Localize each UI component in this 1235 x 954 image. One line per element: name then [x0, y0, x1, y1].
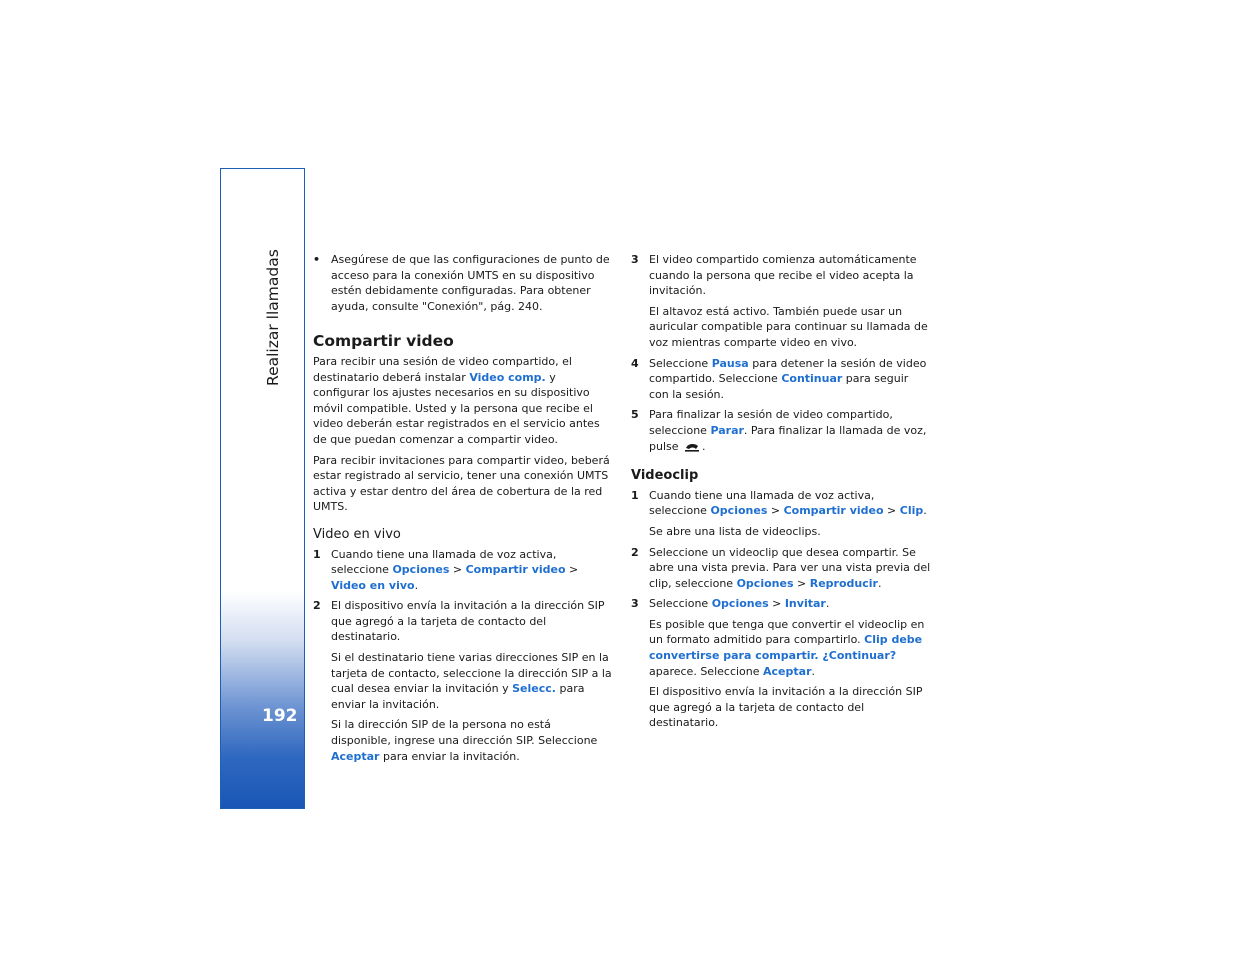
menu-term: Parar: [710, 423, 744, 437]
step-number: 1: [313, 547, 321, 561]
registration-paragraph: Para recibir invitaciones para compartir video, beberá estar registrado al servicio, tener una conexión UMTS activa y estar dentro del área de cobertura de la red UMTS.: [313, 453, 610, 514]
end-call-key-icon: [684, 440, 700, 457]
step-number: 2: [631, 545, 639, 559]
step-item: [631, 252, 931, 351]
step-text: Si la dirección SIP de la persona no está disponible, ingrese una dirección SIP. Seleccione Aceptar para enviar la invitación.: [331, 718, 598, 763]
intro-paragraph: Para recibir una sesión de video compartido, el destinatario deberá instalar Video comp. y configurar los ajustes necesarios en su dispositivo móvil compatible. Usted y la persona que recibe el video deberán estar registrados en el servicio antes de que puedan comenzar a compartir video.: [313, 354, 600, 446]
step-text: El dispositivo envía la invitación a la dirección SIP que agregó a la tarjeta de contacto del destinatario.: [649, 685, 923, 730]
menu-term: Reproducir: [809, 576, 878, 590]
menu-term: Video en vivo: [331, 578, 415, 592]
menu-term: Clip: [899, 504, 924, 518]
step-item: [631, 407, 931, 456]
step-text: El dispositivo envía la invitación a la dirección SIP que agregó a la tarjeta de contacto del destinatario.: [331, 599, 605, 644]
step-text: Seleccione Opciones > Invitar.: [649, 597, 830, 611]
step-item: [631, 545, 931, 592]
step-text: Es posible que tenga que convertir el videoclip en un formato admitido para compartirlo. Clip debe convertirse para compartir. ¿Continuar? aparece. Seleccione Aceptar.: [649, 617, 925, 678]
step-text: Para finalizar la sesión de video compartido, seleccione Parar. Para finalizar la llamada de voz, pulse .: [649, 407, 931, 456]
step-text: Seleccione Pausa para detener la sesión de video compartido. Seleccione Continuar para seguir con la sesión.: [649, 356, 927, 401]
menu-term: Clip debe convertirse para compartir. ¿Continuar?: [649, 633, 923, 663]
section-heading: Compartir video: [313, 332, 454, 351]
step-text: Se abre una lista de videoclips.: [649, 524, 821, 538]
step-item: [313, 598, 613, 764]
column-right: [631, 252, 931, 736]
step-number: 2: [313, 599, 321, 613]
subsection-heading: Video en vivo: [313, 526, 401, 542]
menu-term: Opciones: [736, 576, 794, 590]
bullet-marker: •: [313, 253, 321, 266]
menu-term: Invitar: [784, 597, 826, 611]
menu-term: Continuar: [781, 372, 843, 386]
step-text: Cuando tiene una llamada de voz activa, seleccione Opciones > Compartir video > Clip.: [649, 488, 927, 518]
step-number: 3: [631, 597, 639, 611]
step-number: 4: [631, 356, 639, 370]
chapter-title: Realizar llamadas: [264, 249, 282, 386]
bullet-item: [313, 252, 613, 314]
menu-term: Selecc.: [512, 682, 556, 696]
menu-term: Pausa: [711, 356, 749, 370]
step-item: [631, 596, 931, 731]
step-number: 1: [631, 488, 639, 502]
menu-term: Opciones: [392, 563, 450, 577]
menu-term: Opciones: [710, 504, 768, 518]
bullet-text: Asegúrese de que las configuraciones de punto de acceso para la conexión UMTS en su dispositivo estén debidamente configuradas. Para obtener ayuda, consulte "Conexión", pág. 240.: [331, 253, 610, 313]
menu-term: Compartir video: [465, 563, 566, 577]
step-number: 5: [631, 408, 639, 422]
menu-term: Aceptar: [331, 749, 380, 763]
step-text: Seleccione un videoclip que desea compartir. Se abre una vista previa. Para ver una vista previa del clip, seleccione Opciones > Reproducir.: [649, 545, 931, 590]
step-item: [631, 488, 931, 540]
subsection-heading: Videoclip: [631, 468, 699, 484]
page-number: 192: [262, 706, 298, 726]
column-left: [313, 252, 613, 769]
step-number: 3: [631, 253, 639, 266]
menu-term: Opciones: [711, 597, 769, 611]
step-text: El altavoz está activo. También puede usar un auricular compatible para continuar su llamada de voz mientras comparte video en vivo.: [649, 304, 928, 349]
menu-term: Compartir video: [783, 504, 884, 518]
step-item: [631, 356, 931, 403]
menu-term: Video comp.: [469, 370, 546, 384]
step-item: [313, 547, 613, 594]
step-text: El video compartido comienza automáticamente cuando la persona que recibe el video acepta la invitación.: [649, 253, 917, 298]
step-text: Cuando tiene una llamada de voz activa, seleccione Opciones > Compartir video > Video en vivo.: [331, 547, 579, 592]
step-text: Si el destinatario tiene varias direcciones SIP en la tarjeta de contacto, seleccione la dirección SIP a la cual desea enviar la invitación y Selecc. para enviar la invitación.: [331, 651, 612, 711]
menu-term: Aceptar: [763, 664, 812, 678]
